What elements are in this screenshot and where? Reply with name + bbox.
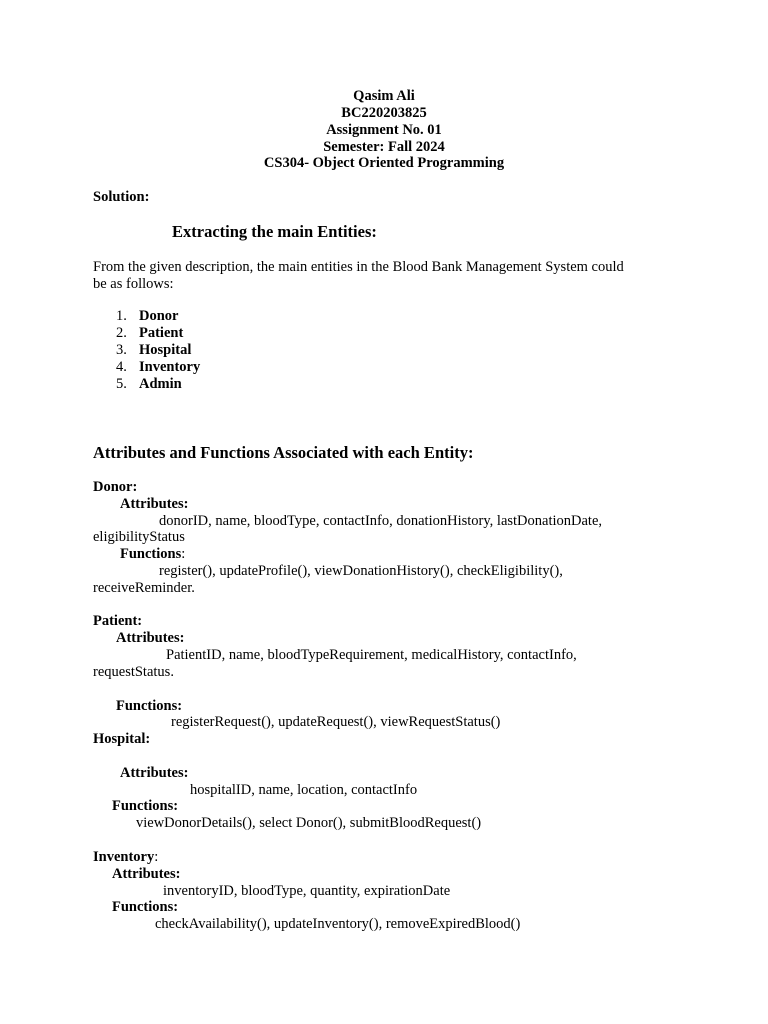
donor-title: Donor: (93, 479, 138, 495)
course-title: CS304- Object Oriented Programming (263, 155, 505, 171)
donor-functions-colon: : (181, 546, 186, 562)
inventory-attributes-label: Attributes: (112, 866, 181, 882)
patient-attributes-label: Attributes: (116, 630, 185, 646)
entity-list (116, 308, 200, 393)
inventory-functions-label: Functions: (112, 899, 179, 915)
hospital-functions-line-1: viewDonorDetails(), select Donor(), submitBloodRequest() (136, 815, 482, 831)
patient-attributes-line-2: requestStatus. (93, 664, 174, 680)
donor-functions-line-2: receiveReminder. (93, 580, 195, 596)
list-item-number: 5. (116, 376, 127, 392)
author-name: Qasim Ali (353, 88, 415, 104)
hospital-title: Hospital: (93, 731, 151, 747)
inventory-attributes-line-1: inventoryID, bloodType, quantity, expirationDate (163, 883, 451, 899)
semester: Semester: Fall 2024 (323, 139, 445, 155)
inventory-title-wrap (93, 849, 158, 866)
inventory-title-colon: : (154, 849, 159, 865)
list-item-number: 2. (116, 325, 127, 341)
patient-functions-label: Functions: (116, 698, 183, 714)
donor-functions-label: Functions (120, 546, 182, 562)
list-item-number: 1. (116, 308, 127, 324)
intro-text-line-1: From the given description, the main entities in the Blood Bank Management System could (93, 259, 624, 275)
list-item-number: 3. (116, 342, 127, 358)
intro-text-line-2: be as follows: (93, 276, 174, 292)
list-item (116, 342, 200, 359)
list-item-name: Hospital (139, 342, 192, 358)
patient-attributes-line-1: PatientID, name, bloodTypeRequirement, medicalHistory, contactInfo, (166, 647, 577, 663)
donor-functions-label-wrap (120, 546, 185, 563)
list-item-name: Inventory (139, 359, 201, 375)
donor-attributes-line-1: donorID, name, bloodType, contactInfo, donationHistory, lastDonationDate, (159, 513, 603, 529)
assignment-number: Assignment No. 01 (326, 122, 442, 138)
list-item (116, 308, 200, 325)
hospital-attributes-line-1: hospitalID, name, location, contactInfo (190, 782, 418, 798)
inventory-functions-line-1: checkAvailability(), updateInventory(), removeExpiredBlood() (155, 916, 521, 932)
patient-title: Patient: (93, 613, 143, 629)
section-heading-attributes: Attributes and Functions Associated with each Entity: (93, 443, 474, 462)
section-heading-entities: Extracting the main Entities: (172, 222, 377, 241)
list-item-name: Patient (139, 325, 184, 341)
list-item-name: Admin (139, 376, 182, 392)
donor-functions-line-1: register(), updateProfile(), viewDonationHistory(), checkEligibility(), (159, 563, 563, 579)
list-item-number: 4. (116, 359, 127, 375)
list-item (116, 376, 200, 393)
hospital-functions-label: Functions: (112, 798, 179, 814)
student-id: BC220203825 (341, 105, 427, 121)
hospital-attributes-label: Attributes: (120, 765, 189, 781)
patient-functions-line-1: registerRequest(), updateRequest(), viewRequestStatus() (171, 714, 501, 730)
list-item (116, 325, 200, 342)
list-item (116, 359, 200, 376)
list-item-name: Donor (139, 308, 179, 324)
inventory-title: Inventory (93, 849, 155, 865)
donor-attributes-line-2: eligibilityStatus (93, 529, 185, 545)
donor-attributes-label: Attributes: (120, 496, 189, 512)
solution-label: Solution: (93, 189, 150, 205)
